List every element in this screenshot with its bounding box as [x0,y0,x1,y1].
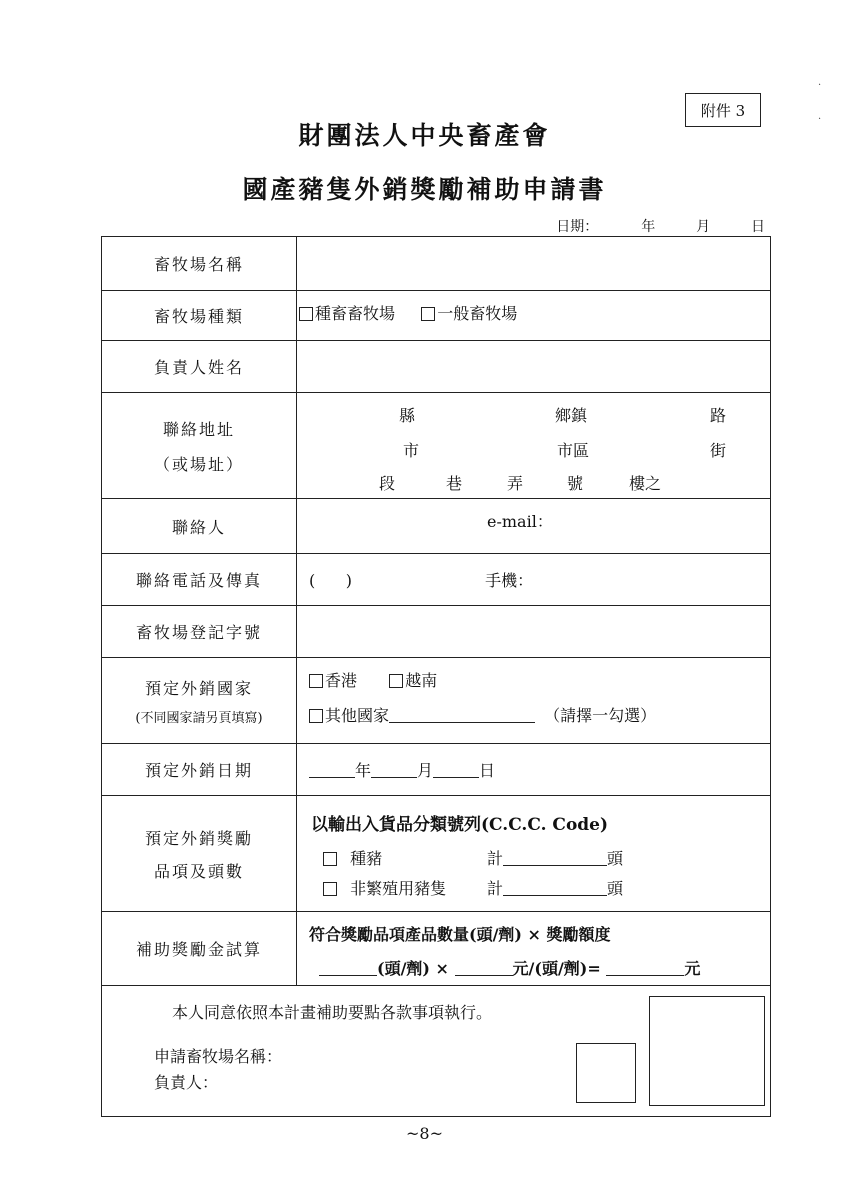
phone-fax-label: 聯絡電話及傳真 [102,554,297,606]
applicant-farm-name-label: 申請畜牧場名稱： [154,1047,283,1066]
address-field[interactable] [297,393,771,499]
application-form-table [101,236,771,1117]
general-farm-checkbox[interactable] [421,307,435,321]
farm-name-field[interactable] [297,237,771,291]
export-year-unit: 年 [355,761,372,780]
responsible-person-label: 負責人： [154,1073,219,1092]
non-breeding-pig-checkbox[interactable] [323,882,337,896]
calc-formula: 符合獎勵品項產品數量(頭/劑) × 獎勵額度 [309,925,611,944]
non-breeding-pig-unit: 頭 [607,879,624,898]
export-items-field [297,796,771,912]
consent-statement: 本人同意依照本計畫補助要點各款事項執行。 [172,1003,493,1022]
date-year: 年 [641,219,656,235]
other-country-checkbox[interactable] [309,709,323,723]
contact-person-label: 聯絡人 [102,499,297,554]
address-label-line2: （或場址） [153,454,244,474]
contact-person-field[interactable] [297,499,771,554]
hongkong-checkbox[interactable] [309,674,323,688]
address-county: 縣 [399,406,416,425]
breeding-farm-checkbox[interactable] [299,307,313,321]
export-country-label [102,658,297,744]
form-title: 國產豬隻外銷獎勵補助申請書 [242,175,607,204]
address-street: 街 [710,441,727,460]
non-breeding-pig-count-blank[interactable] [503,879,607,896]
scan-mark: · [818,114,822,125]
address-label [102,393,297,499]
export-date-label: 預定外銷日期 [102,744,297,796]
address-number: 號 [567,474,584,493]
calc-part1: (頭/劑) × [377,959,449,978]
date-day: 日 [751,219,765,235]
date-line [556,216,765,236]
address-city: 市 [403,441,420,460]
mobile-label: 手機： [485,571,534,590]
export-items-label-line1: 預定外銷獎勵 [144,828,253,848]
breeding-pig-count-blank[interactable] [503,849,607,866]
breeding-pig-checkbox[interactable] [323,852,337,866]
vietnam-option: 越南 [405,671,438,690]
attachment-label: 附件 3 [685,93,761,127]
address-district: 市區 [557,441,590,460]
address-alley: 弄 [507,474,524,493]
subsidy-calc-field [297,912,771,986]
choose-one-hint: （請擇一勾選） [544,706,657,725]
personal-seal-box[interactable] [576,1043,636,1103]
total-blank[interactable] [606,959,684,976]
export-country-label-main: 預定外銷國家 [144,678,253,698]
subsidy-calc-label: 補助獎勵金試算 [102,912,297,986]
ccc-code-heading: 以輸出入貨品分類號列(C.C.C. Code) [311,815,609,835]
non-breeding-pig-option: 非繁殖用豬隻 [350,879,447,898]
export-items-label-line2: 品項及頭數 [153,861,244,881]
export-country-field [297,658,771,744]
non-breeding-pig-count-label: 計 [487,879,504,898]
owner-name-field[interactable] [297,341,771,393]
address-lane: 巷 [446,474,463,493]
scan-mark: · [818,80,822,91]
vietnam-checkbox[interactable] [389,674,403,688]
date-label: 日期： [556,219,599,235]
quantity-blank[interactable] [319,959,377,976]
export-day-blank[interactable] [433,761,479,778]
phone-fax-field[interactable] [297,554,771,606]
breeding-farm-option: 種畜畜牧場 [315,304,396,323]
export-date-field [297,744,771,796]
farm-type-label: 畜牧場種類 [102,291,297,341]
calc-part2: 元/(頭/劑)= [512,959,601,978]
breeding-pig-count-label: 計 [487,849,504,868]
organization-title: 財團法人中央畜產會 [298,121,551,150]
address-section: 段 [379,474,396,493]
farm-seal-box[interactable] [649,996,765,1106]
area-code-parens: ( ) [309,571,352,590]
export-items-label [102,796,297,912]
address-township: 鄉鎮 [555,406,588,425]
hongkong-option: 香港 [325,671,358,690]
export-month-unit: 月 [417,761,434,780]
export-year-blank[interactable] [309,761,355,778]
breeding-pig-option: 種豬 [350,849,383,868]
calc-part3: 元 [684,959,701,978]
farm-name-label: 畜牧場名稱 [102,237,297,291]
owner-name-label: 負責人姓名 [102,341,297,393]
registration-number-label: 畜牧場登記字號 [102,606,297,658]
general-farm-option: 一般畜牧場 [437,304,518,323]
export-month-blank[interactable] [371,761,417,778]
address-road: 路 [710,406,727,425]
other-country-blank[interactable] [389,706,535,723]
consent-section [102,986,771,1117]
farm-type-field [297,291,771,341]
date-month: 月 [696,219,711,235]
email-label: e-mail： [487,512,553,531]
rate-blank[interactable] [455,959,513,976]
other-country-option: 其他國家 [325,706,390,725]
page-number: ~8~ [406,1124,443,1143]
address-floor: 樓之 [629,474,662,493]
address-label-line1: 聯絡地址 [162,419,235,439]
breeding-pig-unit: 頭 [607,849,624,868]
export-day-unit: 日 [479,761,496,780]
registration-number-field[interactable] [297,606,771,658]
export-country-note: (不同國家請另頁填寫) [135,710,263,726]
